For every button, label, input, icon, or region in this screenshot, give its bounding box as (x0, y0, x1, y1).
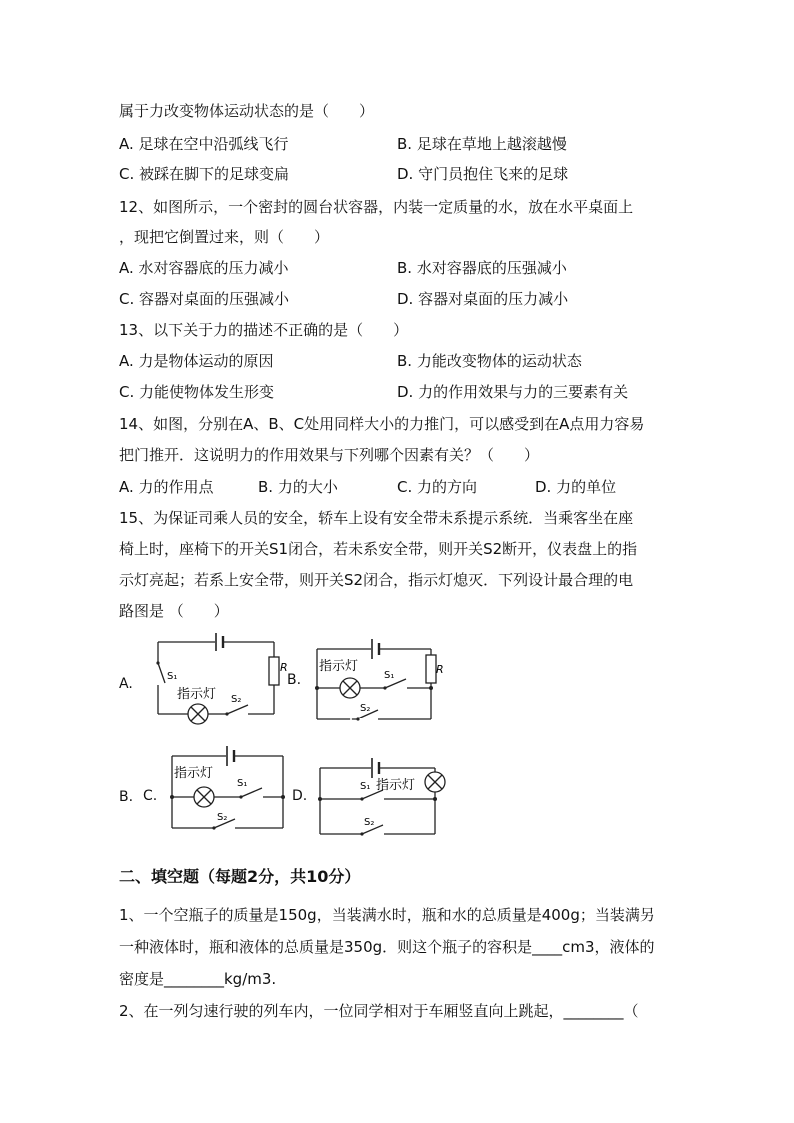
circuit-c-lamp-label: 指示灯 (174, 766, 214, 781)
q13-stem: 13、以下关于力的描述不正确的是（ ） (119, 321, 409, 339)
circuit-a-s1-label: S₁ (167, 671, 178, 682)
q11-option-b: B. 足球在草地上越滚越慢 (397, 135, 567, 153)
fill1-line2: 一种液体时，瓶和液体的总质量是350g．则这个瓶子的容积是____cm3，液体的 (119, 938, 655, 956)
fill1-line1: 1、一个空瓶子的质量是150g，当装满水时，瓶和水的总质量是400g；当装满另 (119, 906, 655, 924)
q15-stem-line1: 15、为保证司乘人员的安全，轿车上设有安全带未系提示系统．当乘客坐在座 (119, 509, 634, 527)
q11-option-a: A. 足球在空中沿弧线飞行 (119, 135, 289, 153)
circuit-a-s2-label: S₂ (231, 694, 242, 705)
circuit-c-s1-label: S₁ (237, 778, 248, 789)
fill2-line1: 2、在一列匀速行驶的列车内，一位同学相对于车厢竖直向上跳起，________（ (119, 1002, 639, 1020)
q14-stem-line1: 14、如图，分别在A、B、C处用同样大小的力推门，可以感受到在A点用力容易 (119, 415, 645, 433)
circuit-a-r-label: R (280, 661, 288, 674)
circuit-label-d: D. (292, 788, 308, 804)
circuit-d-s1-label: S₁ (360, 781, 371, 792)
q14-option-b: B. 力的大小 (258, 478, 338, 496)
circuit-d (313, 742, 448, 837)
circuit-b-s1-label: S₁ (384, 670, 395, 681)
circuit-d-s2-label: S₂ (364, 817, 375, 828)
circuit-label-c: C. (143, 788, 158, 804)
q13-option-d: D. 力的作用效果与力的三要素有关 (397, 383, 629, 401)
q12-stem-line1: 12、如图所示，一个密封的圆台状容器，内装一定质量的水，放在水平桌面上 (119, 198, 634, 216)
circuit-c-s2-label: S₂ (217, 812, 228, 823)
circuit-a-lamp-label: 指示灯 (177, 687, 217, 702)
circuit-b-s2-label: S₂ (360, 703, 371, 714)
circuit-label-a: A. (119, 676, 133, 692)
circuit-label-b-repeat: B. (119, 789, 134, 805)
q13-option-a: A. 力是物体运动的原因 (119, 352, 274, 370)
q12-option-b: B. 水对容器底的压强减小 (397, 259, 567, 277)
circuit-c (165, 742, 290, 830)
q11-stem-tail: 属于力改变物体运动状态的是（ ） (119, 102, 375, 120)
circuit-b (310, 633, 445, 725)
q15-stem-line3: 示灯亮起；若系上安全带，则开关S2闭合，指示灯熄灭．下列设计最合理的电 (119, 571, 634, 589)
q14-stem-line2: 把门推开．这说明力的作用效果与下列哪个因素有关？（ ） (119, 446, 540, 464)
q12-option-c: C. 容器对桌面的压强减小 (119, 290, 290, 308)
q12-option-d: D. 容器对桌面的压力减小 (397, 290, 569, 308)
q15-stem-line4: 路图是 （ ） (119, 602, 229, 620)
circuit-d-lamp-label: 指示灯 (376, 778, 416, 793)
q11-option-c: C. 被踩在脚下的足球变扁 (119, 165, 290, 183)
circuit-label-b: B. (287, 672, 302, 688)
q12-option-a: A. 水对容器底的压力减小 (119, 259, 289, 277)
q15-stem-line2: 椅上时，座椅下的开关S1闭合，若未系安全带，则开关S2断开，仪表盘上的指 (119, 540, 638, 558)
section-title-fill-in: 二、填空题（每题2分，共10分） (119, 867, 361, 886)
q13-option-b: B. 力能改变物体的运动状态 (397, 352, 582, 370)
circuit-b-r-label: R (436, 663, 444, 676)
q13-option-c: C. 力能使物体发生形变 (119, 383, 275, 401)
q12-stem-line2: ，现把它倒置过来，则（ ） (119, 228, 330, 246)
q14-option-c: C. 力的方向 (397, 478, 478, 496)
q14-option-a: A. 力的作用点 (119, 478, 214, 496)
q14-option-d: D. 力的单位 (535, 478, 617, 496)
circuit-b-lamp-label: 指示灯 (319, 659, 359, 674)
circuit-a (150, 625, 288, 720)
fill1-line3: 密度是________kg/m3. (119, 970, 277, 988)
q11-option-d: D. 守门员抱住飞来的足球 (397, 165, 569, 183)
